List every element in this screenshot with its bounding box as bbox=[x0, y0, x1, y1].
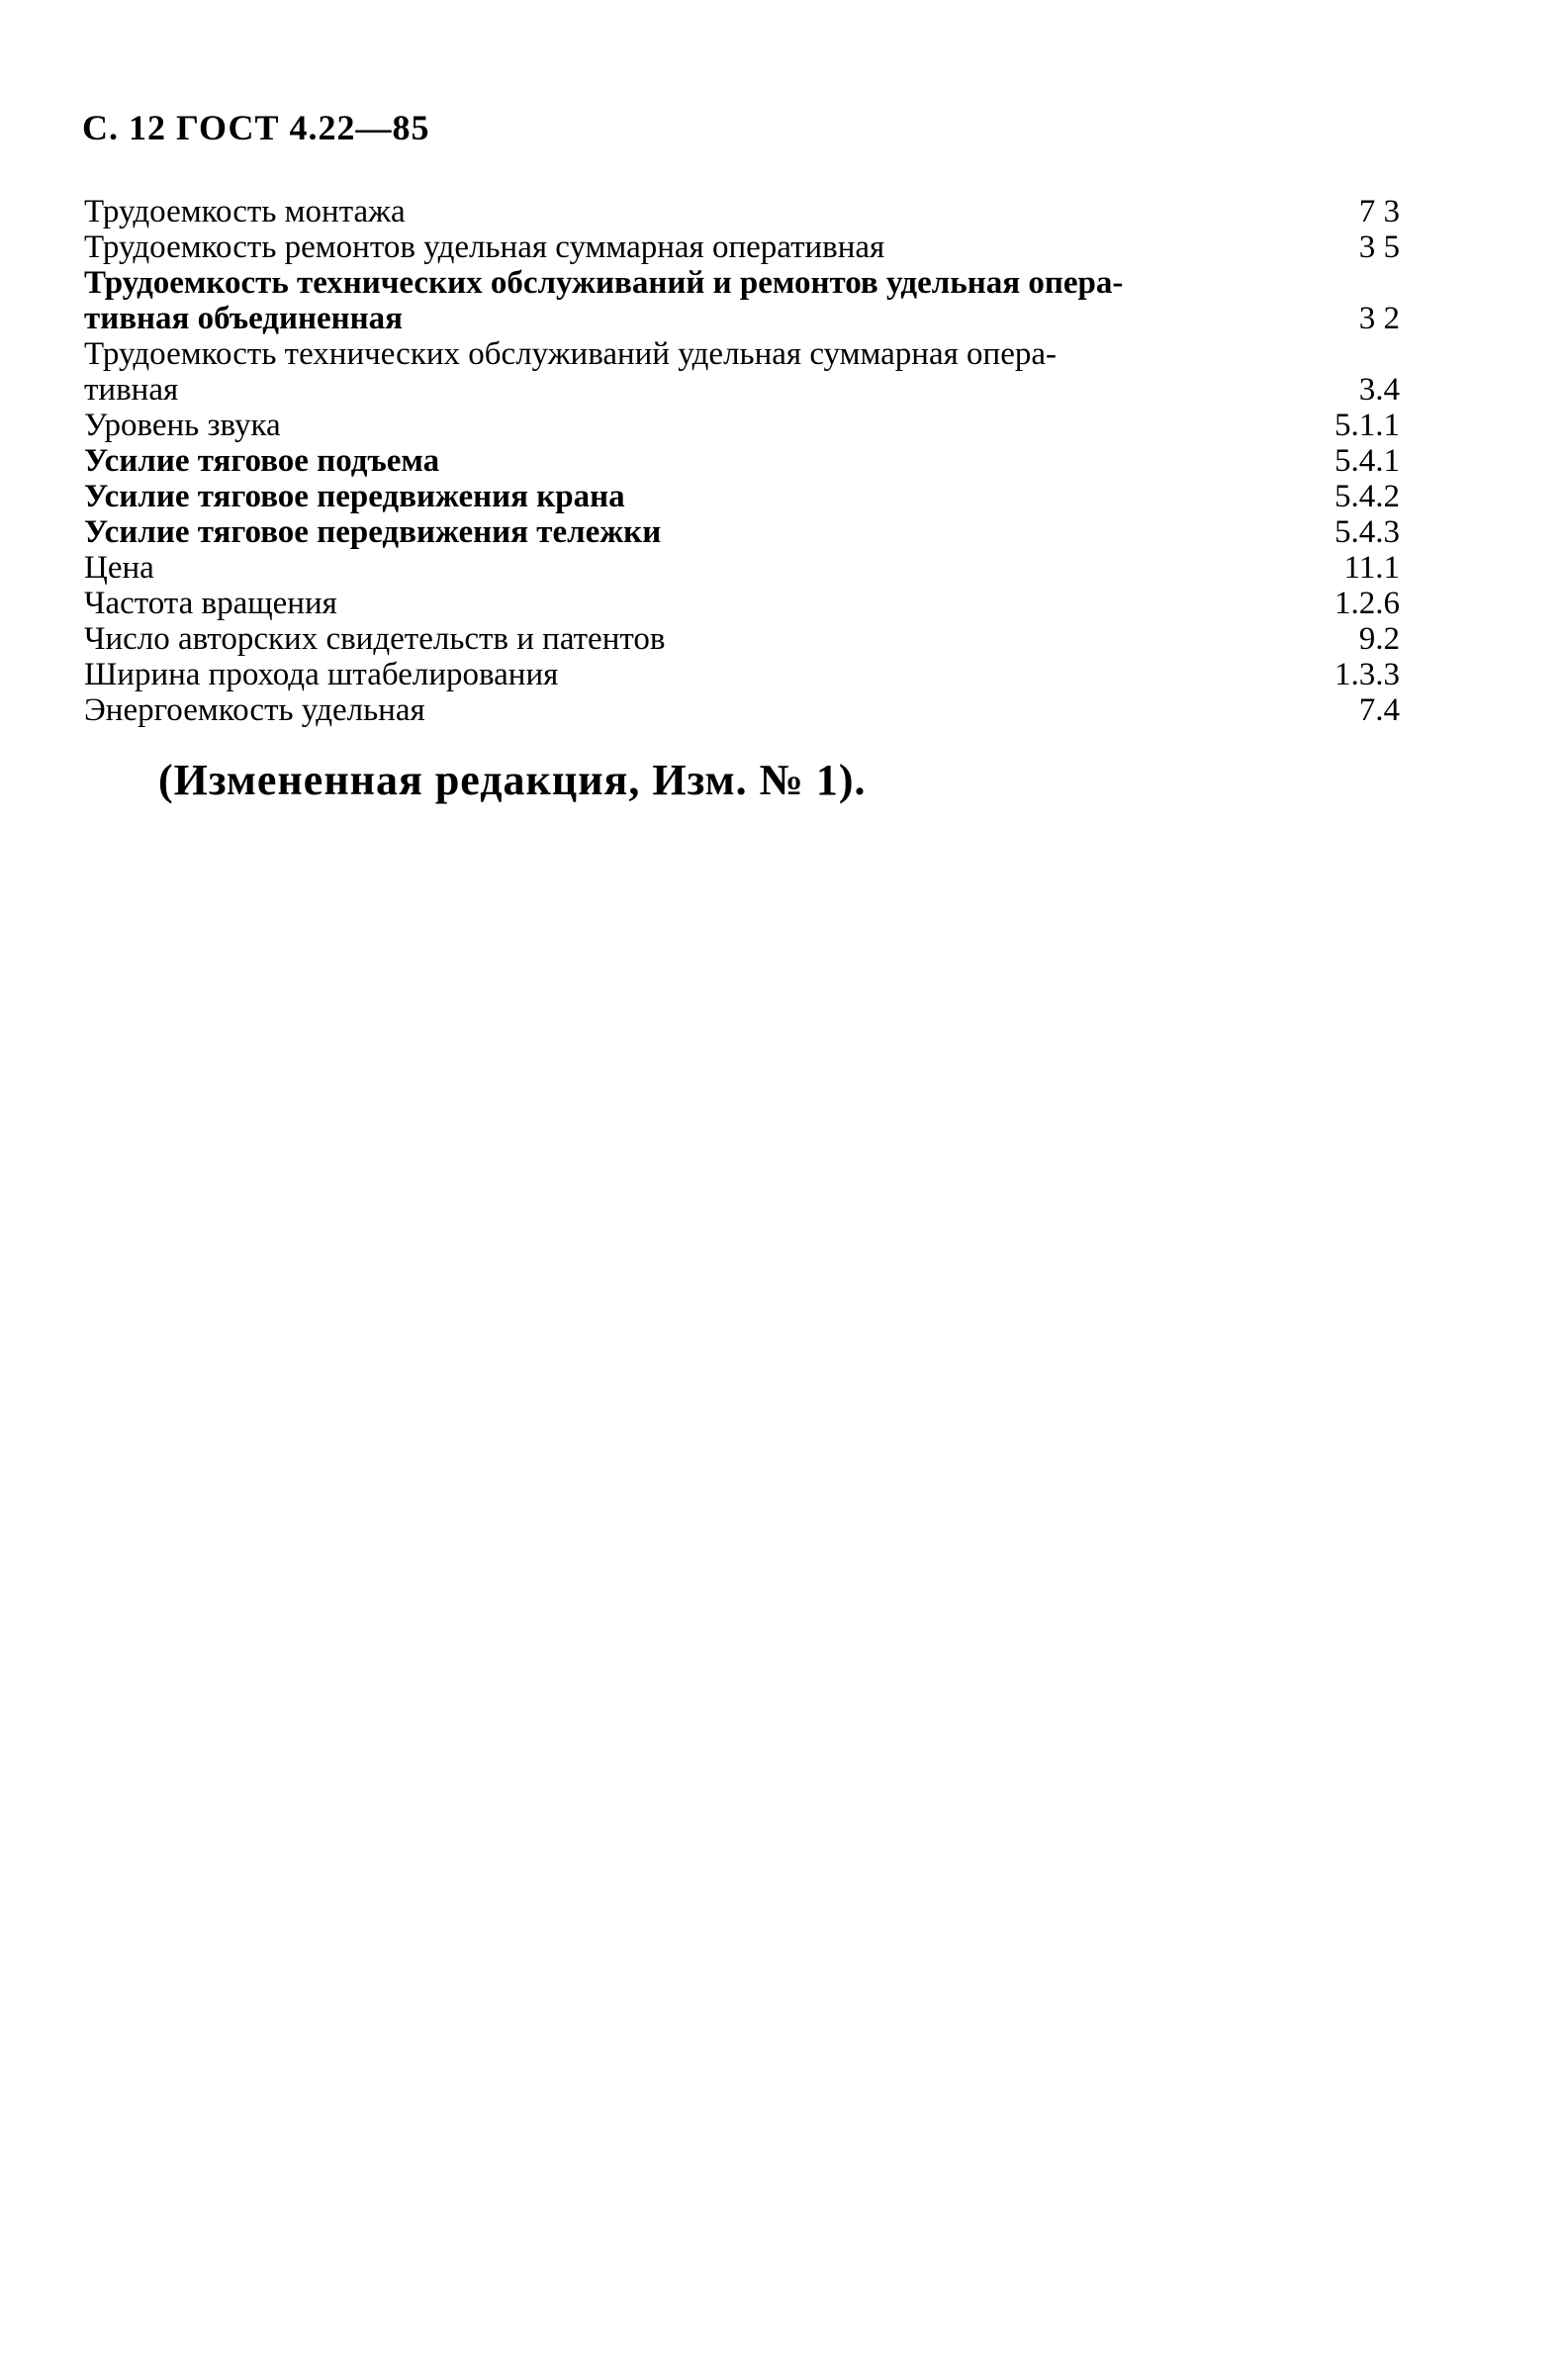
page-header: С. 12 ГОСТ 4.22—85 bbox=[82, 108, 430, 147]
index-row bbox=[84, 265, 1400, 336]
index-row bbox=[84, 621, 1400, 657]
index-row bbox=[84, 336, 1400, 408]
index-term: Трудоемкость технических обслуживаний удельная суммарная опера- тивная bbox=[84, 336, 1057, 408]
index-row bbox=[84, 443, 1400, 479]
index-ref: 11.1 bbox=[1343, 550, 1400, 586]
index-row bbox=[84, 194, 1400, 229]
index-list bbox=[84, 194, 1400, 728]
index-ref: 1.3.3 bbox=[1335, 657, 1400, 692]
index-term: Ширина прохода штабелирования bbox=[84, 657, 559, 692]
index-row bbox=[84, 692, 1400, 728]
index-term: Трудоемкость технических обслуживаний и ремонтов удельная опера- тивная объединенная bbox=[84, 265, 1124, 336]
index-row bbox=[84, 514, 1400, 550]
index-ref: 7.4 bbox=[1358, 692, 1400, 728]
index-term: Цена bbox=[84, 550, 154, 586]
index-row bbox=[84, 586, 1400, 621]
index-ref: 5.4.3 bbox=[1335, 514, 1400, 550]
index-row bbox=[84, 229, 1400, 265]
index-row bbox=[84, 408, 1400, 443]
index-term: Частота вращения bbox=[84, 586, 337, 621]
index-ref: 7 3 bbox=[1358, 194, 1400, 229]
index-ref: 5.4.1 bbox=[1335, 443, 1400, 479]
index-row bbox=[84, 479, 1400, 514]
index-term: Трудоемкость монтажа bbox=[84, 194, 406, 229]
index-ref: 3.4 bbox=[1358, 372, 1400, 408]
index-ref: 9.2 bbox=[1358, 621, 1400, 657]
index-ref: 3 2 bbox=[1358, 301, 1400, 336]
index-term: Усилие тяговое передвижения тележки bbox=[84, 514, 662, 550]
index-ref: 3 5 bbox=[1358, 229, 1400, 265]
index-row bbox=[84, 550, 1400, 586]
index-term: Энергоемкость удельная bbox=[84, 692, 425, 728]
index-term: Число авторских свидетельств и патентов bbox=[84, 621, 666, 657]
index-ref: 5.1.1 bbox=[1335, 408, 1400, 443]
index-term: Уровень звука bbox=[84, 408, 281, 443]
index-row bbox=[84, 657, 1400, 692]
index-ref: 1.2.6 bbox=[1335, 586, 1400, 621]
index-term: Усилие тяговое передвижения крана bbox=[84, 479, 625, 514]
index-term: Усилие тяговое подъема bbox=[84, 443, 440, 479]
amendment-note: (Измененная редакция, Изм. № 1). bbox=[158, 756, 867, 804]
index-term: Трудоемкость ремонтов удельная суммарная оперативная bbox=[84, 229, 885, 265]
index-ref: 5.4.2 bbox=[1335, 479, 1400, 514]
